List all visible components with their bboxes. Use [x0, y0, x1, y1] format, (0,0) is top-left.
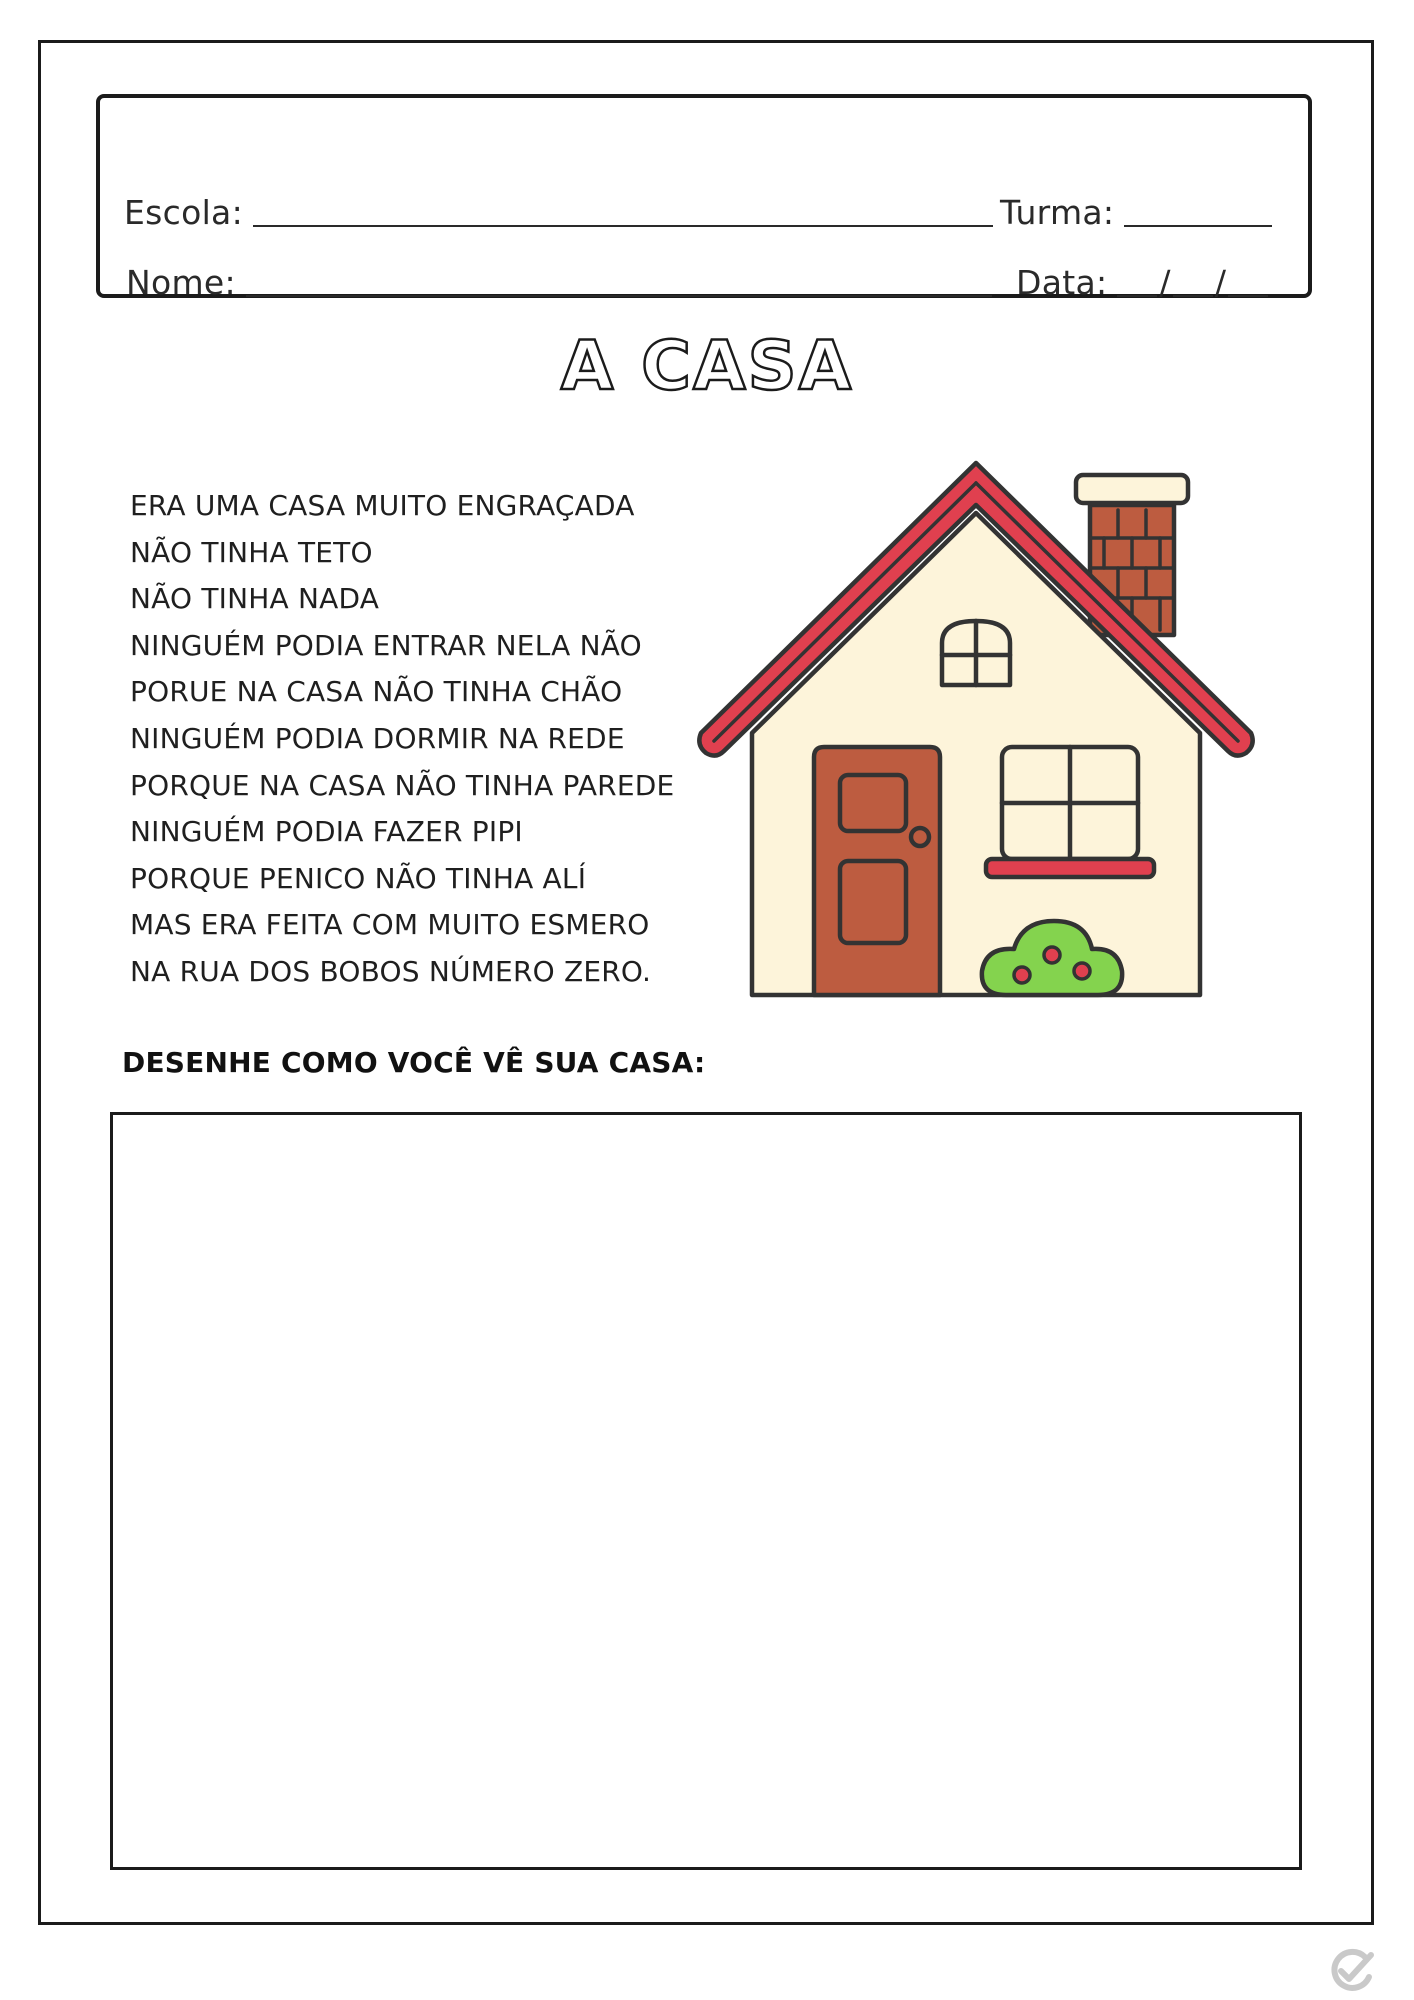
poem-line: NA RUA DOS BOBOS NÚMERO ZERO. — [130, 954, 652, 988]
name-blank-line[interactable] — [246, 294, 992, 297]
house-icon — [690, 455, 1270, 1015]
student-info-box — [96, 94, 1312, 302]
check-logo-icon — [1325, 1945, 1377, 1997]
poem-line: NINGUÉM PODIA DORMIR NA REDE — [130, 721, 625, 755]
class-blank-line[interactable] — [1124, 224, 1272, 227]
drawing-instruction: DESENHE COMO VOCÊ VÊ SUA CASA: — [122, 1046, 706, 1079]
poem-line: NÃO TINHA NADA — [130, 582, 380, 616]
title-text: A CASA — [560, 327, 854, 405]
poem-line: PORQUE NA CASA NÃO TINHA PAREDE — [130, 768, 675, 802]
class-field[interactable] — [1000, 193, 1272, 232]
date-separator: / — [1159, 263, 1171, 302]
drawing-area[interactable] — [110, 1112, 1302, 1870]
poem-line: PORUE NA CASA NÃO TINHA CHÃO — [130, 675, 623, 709]
header-row-2 — [100, 252, 1308, 302]
door-knob — [911, 828, 929, 846]
poem-line: PORQUE PENICO NÃO TINHA ALÍ — [130, 861, 587, 895]
date-field[interactable] — [1016, 263, 1268, 302]
class-label: Turma: — [1000, 193, 1115, 232]
title-outline-text — [537, 325, 877, 405]
school-field[interactable] — [124, 193, 993, 232]
school-blank-line[interactable] — [253, 224, 993, 227]
date-month-blank[interactable] — [1173, 295, 1213, 297]
header-row-1 — [100, 182, 1308, 232]
poem-line: NÃO TINHA TETO — [130, 535, 373, 569]
window-sill — [986, 859, 1154, 877]
chimney-cap — [1076, 475, 1188, 503]
school-label: Escola: — [124, 193, 243, 232]
poem — [130, 483, 674, 996]
page-title — [0, 325, 1414, 405]
poem-line: MAS ERA FEITA COM MUITO ESMERO — [130, 908, 650, 942]
date-label: Data: — [1016, 263, 1108, 302]
poem-line: NINGUÉM PODIA FAZER PIPI — [130, 815, 523, 849]
poem-line: ERA UMA CASA MUITO ENGRAÇADA — [130, 489, 635, 522]
date-separator: / — [1214, 263, 1227, 302]
date-year-blank[interactable] — [1228, 295, 1268, 297]
name-field[interactable] — [126, 263, 992, 302]
name-label: Nome: — [126, 263, 236, 302]
date-day-blank[interactable] — [1117, 295, 1157, 297]
poem-line: NINGUÉM PODIA ENTRAR NELA NÃO — [130, 628, 642, 662]
